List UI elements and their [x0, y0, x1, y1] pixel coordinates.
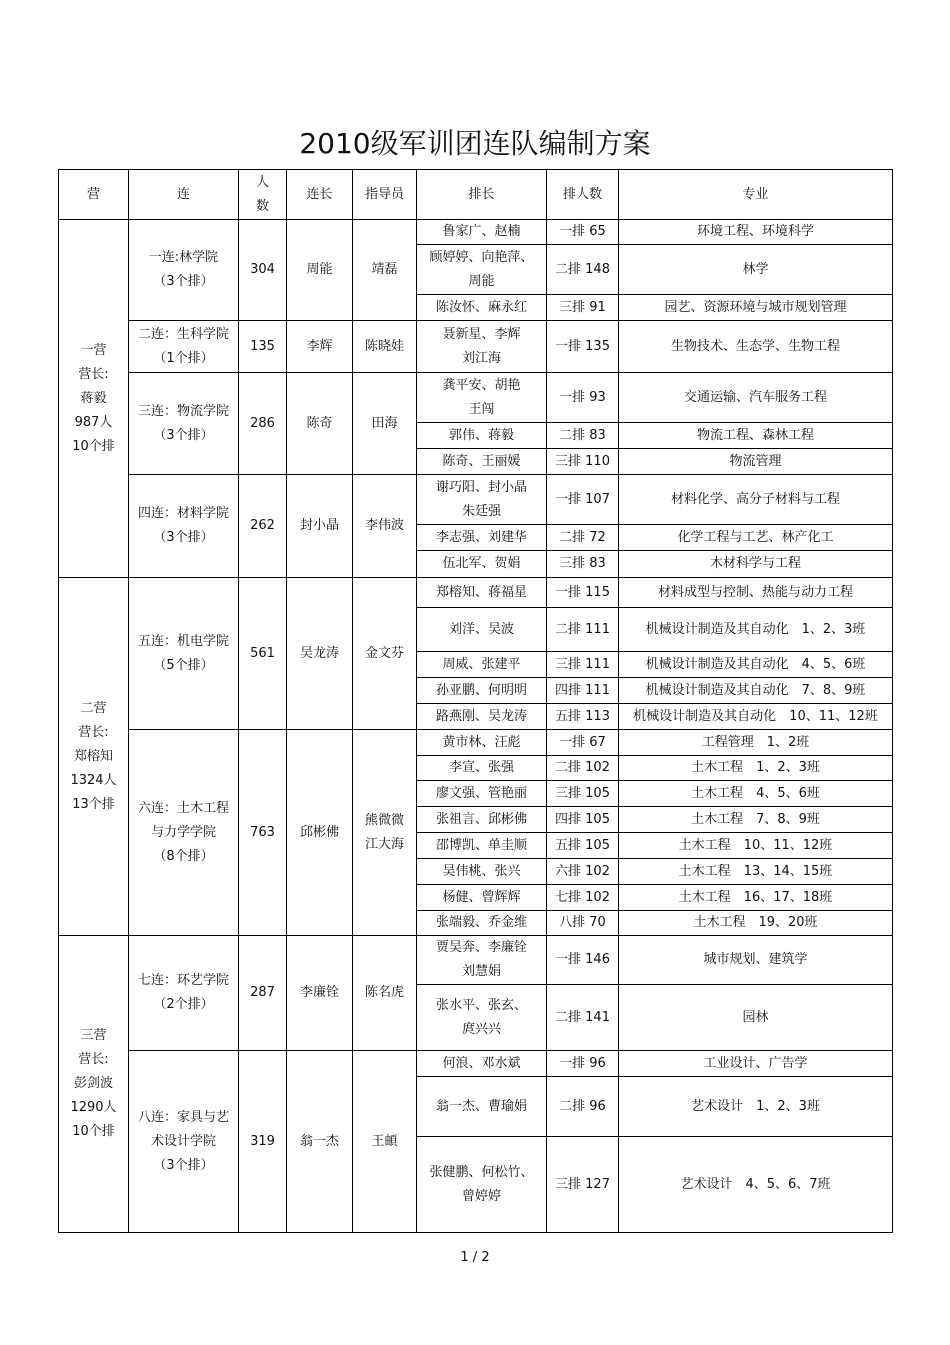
platoon-major: 林学	[619, 245, 893, 295]
platoon-major: 材料化学、高分子材料与工程	[619, 475, 893, 525]
platoon-major: 木材科学与工程	[619, 551, 893, 578]
platoon-size: 六排 102	[547, 859, 619, 885]
platoon-major: 物流管理	[619, 449, 893, 475]
platoon-leaders: 陈汝怀、麻永红	[417, 295, 547, 321]
page-number: 1 / 2	[460, 1250, 490, 1265]
platoon-row	[59, 373, 893, 423]
platoon-leaders: 何浪、邓水斌	[417, 1051, 547, 1077]
header-row	[59, 170, 893, 220]
platoon-leaders: 路燕刚、吴龙涛	[417, 704, 547, 730]
platoon-major: 机械设计制造及其自动化 4、5、6班	[619, 652, 893, 678]
company-instructor: 陈晓娃	[353, 321, 417, 373]
header-zhuanye: 专业	[619, 170, 893, 220]
platoon-leaders: 聂新星、李辉 刘江海	[417, 321, 547, 373]
platoon-major: 土木工程 16、17、18班	[619, 885, 893, 911]
platoon-leaders: 龚平安、胡艳 王闯	[417, 373, 547, 423]
platoon-leaders: 孙亚鹏、何明明	[417, 678, 547, 704]
platoon-row	[59, 1051, 893, 1077]
platoon-leaders: 李宣、张强	[417, 756, 547, 781]
company-count: 262	[239, 475, 287, 578]
company-instructor: 靖磊	[353, 220, 417, 321]
platoon-size: 二排 83	[547, 423, 619, 449]
platoon-size: 一排 146	[547, 936, 619, 985]
platoon-major: 土木工程 1、2、3班	[619, 756, 893, 781]
platoon-major: 机械设计制造及其自动化 7、8、9班	[619, 678, 893, 704]
platoon-size: 三排 105	[547, 781, 619, 807]
platoon-major: 土木工程 7、8、9班	[619, 807, 893, 833]
platoon-row	[59, 321, 893, 373]
platoon-leaders: 郑榕知、蒋福星	[417, 578, 547, 608]
platoon-major: 环境工程、环境科学	[619, 220, 893, 245]
company-count: 287	[239, 936, 287, 1051]
page-title: 2010级军训团连队编制方案	[299, 127, 651, 160]
company-name: 七连：环艺学院 （2个排）	[129, 936, 239, 1051]
platoon-size: 一排 67	[547, 730, 619, 756]
header-paizhang: 排长	[417, 170, 547, 220]
platoon-leaders: 谢巧阳、封小晶 朱廷强	[417, 475, 547, 525]
platoon-leaders: 翁一杰、曹瑜娟	[417, 1077, 547, 1137]
platoon-leaders: 鲁家广、赵楠	[417, 220, 547, 245]
company-instructor: 金文芬	[353, 578, 417, 730]
platoon-major: 土木工程 10、11、12班	[619, 833, 893, 859]
company-commander: 李廉铨	[287, 936, 353, 1051]
platoon-size: 三排 83	[547, 551, 619, 578]
header-lian: 连	[129, 170, 239, 220]
platoon-size: 一排 115	[547, 578, 619, 608]
platoon-size: 一排 96	[547, 1051, 619, 1077]
platoon-major: 土木工程 13、14、15班	[619, 859, 893, 885]
platoon-size: 五排 105	[547, 833, 619, 859]
platoon-size: 一排 135	[547, 321, 619, 373]
platoon-leaders: 顾婷婷、向艳萍、 周能	[417, 245, 547, 295]
company-commander: 邱彬佛	[287, 730, 353, 936]
platoon-size: 二排 111	[547, 608, 619, 652]
platoon-major: 土木工程 4、5、6班	[619, 781, 893, 807]
platoon-major: 化学工程与工艺、林产化工	[619, 525, 893, 551]
platoon-size: 八排 70	[547, 911, 619, 936]
platoon-size: 三排 110	[547, 449, 619, 475]
platoon-size: 一排 107	[547, 475, 619, 525]
platoon-leaders: 吴伟桃、张兴	[417, 859, 547, 885]
platoon-size: 四排 111	[547, 678, 619, 704]
platoon-major: 工程管理 1、2班	[619, 730, 893, 756]
platoon-leaders: 刘洋、吴波	[417, 608, 547, 652]
platoon-major: 城市规划、建筑学	[619, 936, 893, 985]
platoon-size: 二排 102	[547, 756, 619, 781]
platoon-major: 土木工程 19、20班	[619, 911, 893, 936]
platoon-major: 物流工程、森林工程	[619, 423, 893, 449]
platoon-leaders: 廖文强、管艳丽	[417, 781, 547, 807]
company-name: 四连：材料学院 （3个排）	[129, 475, 239, 578]
platoon-leaders: 杨健、曾辉辉	[417, 885, 547, 911]
company-instructor: 熊微微 江大海	[353, 730, 417, 936]
platoon-leaders: 贾吴奔、李廉铨 刘慧娟	[417, 936, 547, 985]
company-commander: 陈奇	[287, 373, 353, 475]
header-renshu: 人 数	[239, 170, 287, 220]
company-name: 八连：家具与艺 术设计学院 （3个排）	[129, 1051, 239, 1233]
platoon-size: 二排 148	[547, 245, 619, 295]
header-zhidaoyuan: 指导员	[353, 170, 417, 220]
platoon-major: 园艺、资源环境与城市规划管理	[619, 295, 893, 321]
platoon-major: 工业设计、广告学	[619, 1051, 893, 1077]
platoon-leaders: 张健鹏、何松竹、 曾婷婷	[417, 1137, 547, 1233]
platoon-size: 二排 96	[547, 1077, 619, 1137]
company-name: 六连：土木工程 与力学学院 （8个排）	[129, 730, 239, 936]
company-instructor: 陈名虎	[353, 936, 417, 1051]
platoon-size: 三排 91	[547, 295, 619, 321]
company-commander: 李辉	[287, 321, 353, 373]
platoon-leaders: 黄市林、汪彪	[417, 730, 547, 756]
platoon-major: 交通运输、汽车服务工程	[619, 373, 893, 423]
platoon-major: 机械设计制造及其自动化 10、11、12班	[619, 704, 893, 730]
platoon-leaders: 张端毅、乔金维	[417, 911, 547, 936]
header-pairenshu: 排人数	[547, 170, 619, 220]
company-name: 二连：生科学院 （1个排）	[129, 321, 239, 373]
platoon-leaders: 张水平、张玄、 庹兴兴	[417, 985, 547, 1051]
battalion-cell: 一营 营长: 蒋毅 987人 10个排	[59, 220, 129, 578]
header-lianzhang: 连长	[287, 170, 353, 220]
company-commander: 吴龙涛	[287, 578, 353, 730]
platoon-major: 园林	[619, 985, 893, 1051]
platoon-row	[59, 730, 893, 756]
platoon-size: 二排 72	[547, 525, 619, 551]
platoon-size: 一排 93	[547, 373, 619, 423]
platoon-leaders: 陈奇、王丽媛	[417, 449, 547, 475]
platoon-major: 材料成型与控制、热能与动力工程	[619, 578, 893, 608]
platoon-major: 生物技术、生态学、生物工程	[619, 321, 893, 373]
platoon-size: 三排 127	[547, 1137, 619, 1233]
platoon-size: 七排 102	[547, 885, 619, 911]
battalion-cell: 二营 营长: 郑榕知 1324人 13个排	[59, 578, 129, 936]
company-count: 304	[239, 220, 287, 321]
company-count: 319	[239, 1051, 287, 1233]
platoon-leaders: 张祖言、邱彬佛	[417, 807, 547, 833]
platoon-size: 五排 113	[547, 704, 619, 730]
platoon-row	[59, 475, 893, 525]
platoon-major: 机械设计制造及其自动化 1、2、3班	[619, 608, 893, 652]
platoon-row	[59, 578, 893, 608]
platoon-row	[59, 936, 893, 985]
company-count: 135	[239, 321, 287, 373]
platoon-size: 四排 105	[547, 807, 619, 833]
company-name: 五连：机电学院 （5个排）	[129, 578, 239, 730]
company-commander: 周能	[287, 220, 353, 321]
company-count: 286	[239, 373, 287, 475]
company-count: 561	[239, 578, 287, 730]
battalion-cell: 三营 营长: 彭剑波 1290人 10个排	[59, 936, 129, 1233]
platoon-leaders: 邵博凯、单圭顺	[417, 833, 547, 859]
company-instructor: 王頔	[353, 1051, 417, 1233]
platoon-leaders: 郭伟、蒋毅	[417, 423, 547, 449]
platoon-leaders: 伍北军、贺娟	[417, 551, 547, 578]
platoon-major: 艺术设计 4、5、6、7班	[619, 1137, 893, 1233]
company-commander: 翁一杰	[287, 1051, 353, 1233]
platoon-size: 一排 65	[547, 220, 619, 245]
platoon-size: 三排 111	[547, 652, 619, 678]
platoon-leaders: 周威、张建平	[417, 652, 547, 678]
company-count: 763	[239, 730, 287, 936]
company-name: 三连：物流学院 （3个排）	[129, 373, 239, 475]
company-name: 一连:林学院 （3个排）	[129, 220, 239, 321]
platoon-row	[59, 220, 893, 245]
company-instructor: 田海	[353, 373, 417, 475]
header-ying: 营	[59, 170, 129, 220]
company-table	[58, 169, 893, 1233]
platoon-leaders: 李志强、刘建华	[417, 525, 547, 551]
platoon-size: 二排 141	[547, 985, 619, 1051]
company-instructor: 李伟波	[353, 475, 417, 578]
platoon-major: 艺术设计 1、2、3班	[619, 1077, 893, 1137]
company-commander: 封小晶	[287, 475, 353, 578]
